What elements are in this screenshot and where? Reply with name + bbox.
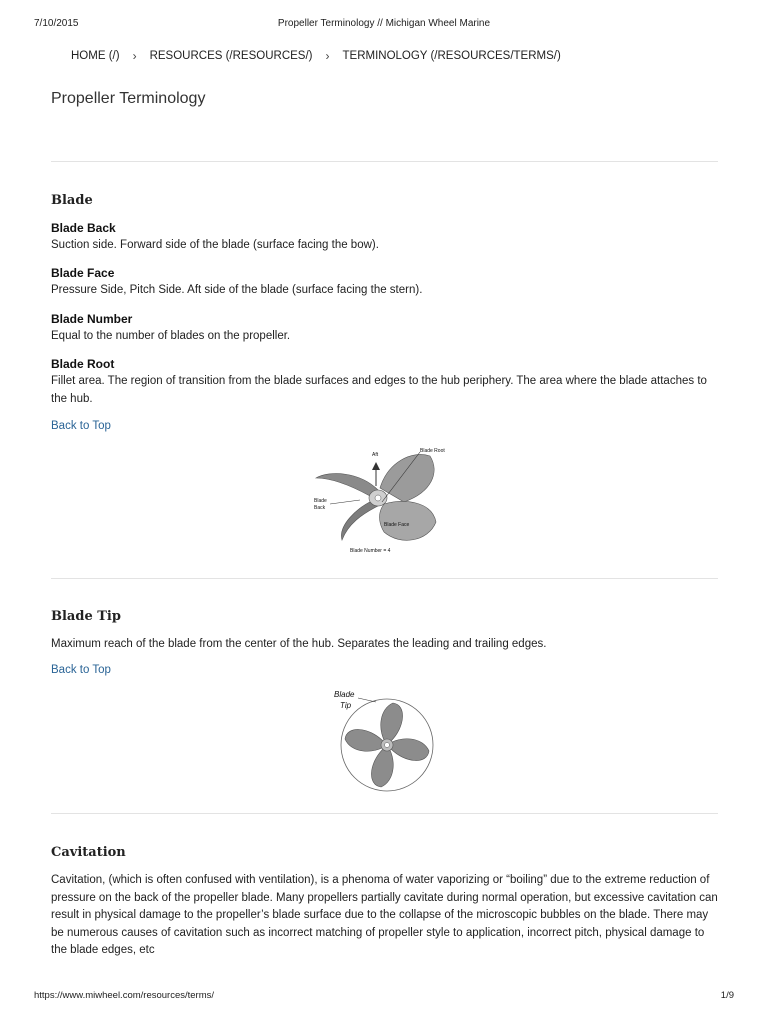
print-header xyxy=(34,18,734,32)
term-body-blade-root: Fillet area. The region of transition from the blade surfaces and edges to the hub periphery. The area where the blade attaches to the hub. xyxy=(51,375,707,405)
print-title: Propeller Terminology // Michigan Wheel Marine xyxy=(277,18,491,29)
section-divider xyxy=(51,578,718,579)
print-date: 7/10/2015 xyxy=(34,18,79,29)
back-to-top-link[interactable]: Back to Top xyxy=(51,664,111,676)
section-heading-cavitation: Cavitation xyxy=(51,845,126,860)
figure-label-blade-back-2: Back xyxy=(314,505,326,511)
term-body-blade-back: Suction side. Forward side of the blade (surface facing the bow). xyxy=(51,239,379,251)
section-divider xyxy=(51,813,718,814)
print-footer xyxy=(34,990,734,1004)
breadcrumb-resources-link[interactable]: RESOURCES (/RESOURCES/) xyxy=(149,50,313,62)
print-url: https://www.miwheel.com/resources/terms/ xyxy=(34,990,215,1001)
page-title: Propeller Terminology xyxy=(51,90,206,107)
figure-label-blade-root: Blade Root xyxy=(420,448,445,454)
blade-tip-diagram-image xyxy=(330,686,440,796)
term-title-blade-number: Blade Number xyxy=(51,312,133,326)
term-title-blade-back: Blade Back xyxy=(51,221,116,235)
back-to-top-link[interactable]: Back to Top xyxy=(51,420,111,432)
figure-label-aft: Aft xyxy=(372,452,379,458)
blade-diagram-image xyxy=(308,442,468,560)
term-body-blade-face: Pressure Side, Pitch Side. Aft side of the blade (surface facing the stern). xyxy=(51,284,423,296)
figure-label-blade-number: Blade Number = 4 xyxy=(350,548,391,554)
figure-label-blade-face: Blade Face xyxy=(384,522,410,528)
term-body-cavitation: Cavitation, (which is often confused with ventilation), is a phenoma of water vaporizing or “boiling” due to the extreme reduction of pressure on the back of the propeller blade. Many propellers partially cavitate during normal operation, but excessive cavitation can result in physical damage to the propeller’s blade surface due to the collapse of the microscopic bubbles on the blade. There may be numerous causes of cavitation such as incorrect matching of propeller style to application, incorrect pitch, physical damage to the blade edges, etc xyxy=(51,874,718,956)
breadcrumb-home-link[interactable]: HOME (/) xyxy=(71,50,120,62)
figure-label-blade-back-1: Blade xyxy=(314,498,327,504)
term-body-blade-number: Equal to the number of blades on the propeller. xyxy=(51,330,291,342)
breadcrumb xyxy=(71,49,561,63)
term-title-blade-root: Blade Root xyxy=(51,357,115,371)
page-number: 1/9 xyxy=(720,990,734,1001)
section-heading-blade: Blade xyxy=(51,193,93,208)
figure-label-blade-tip-2: Tip xyxy=(340,701,352,710)
chevron-right-icon: › xyxy=(132,49,137,63)
term-body-blade-tip: Maximum reach of the blade from the center of the hub. Separates the leading and trailing edges. xyxy=(51,638,547,650)
chevron-right-icon: › xyxy=(325,49,330,63)
figure-label-blade-tip-1: Blade xyxy=(334,690,355,699)
section-heading-blade-tip: Blade Tip xyxy=(51,609,121,624)
term-title-blade-face: Blade Face xyxy=(51,266,115,280)
breadcrumb-terminology-link[interactable]: TERMINOLOGY (/RESOURCES/TERMS/) xyxy=(342,50,561,62)
section-divider xyxy=(51,161,718,162)
